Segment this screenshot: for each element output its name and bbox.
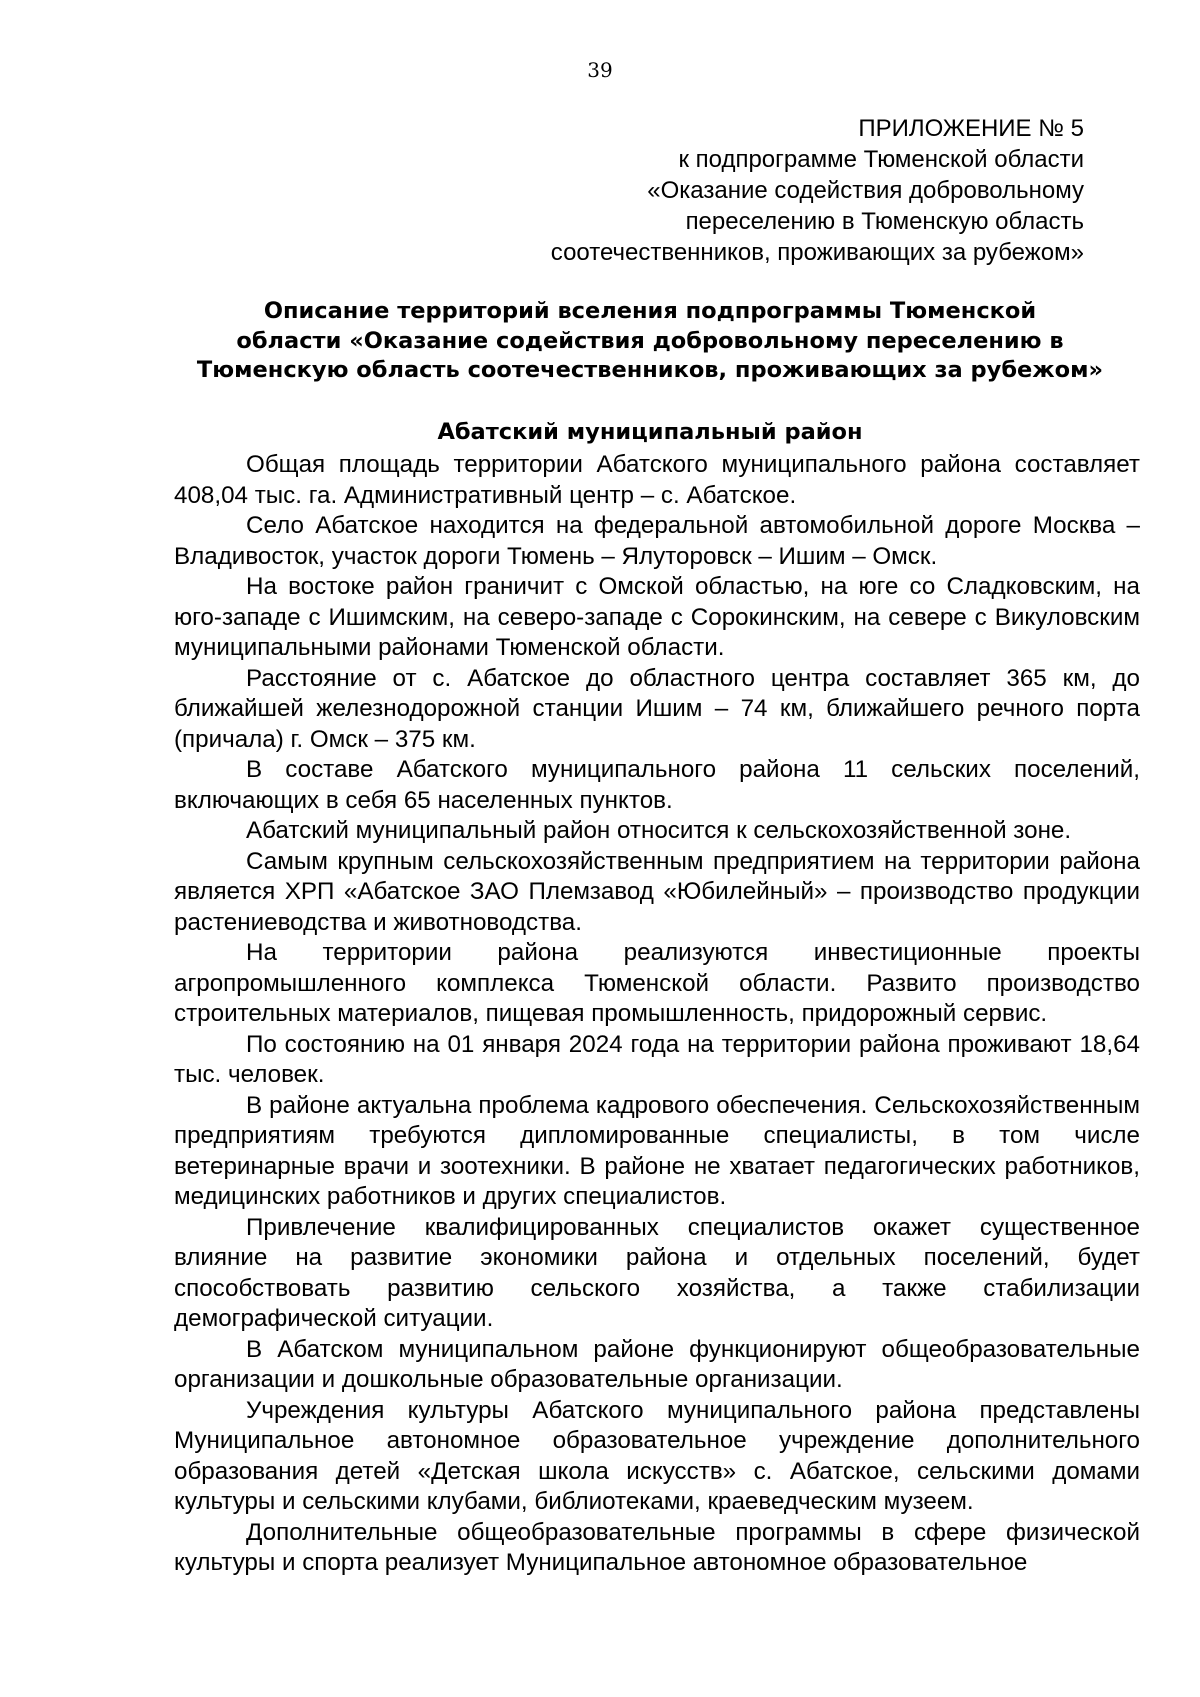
- appendix-line: соотечественников, проживающих за рубежом»: [550, 239, 1084, 266]
- appendix-line: переселению в Тюменскую область: [685, 208, 1084, 235]
- paragraph: Дополнительные общеобразовательные программы в сфере физической культуры и спорта реализует Муниципальное автономное образовательное: [174, 1518, 1140, 1576]
- paragraph: На востоке район граничит с Омской областью, на юге со Сладковским, на юго-западе с Ишимским, на северо-западе с Сорокинским, на севере с Викуловским муниципальными районами Тюменской области.: [174, 573, 1140, 661]
- paragraph: Абатский муниципальный район относится к сельскохозяйственной зоне.: [246, 817, 1072, 844]
- appendix-line: к подпрограмме Тюменской области: [678, 146, 1084, 173]
- document-title-line: области «Оказание содействия добровольному переселению в: [236, 327, 1064, 354]
- paragraph: По состоянию на 01 января 2024 года на территории района проживают 18,64 тыс. человек.: [174, 1030, 1140, 1088]
- appendix-line: ПРИЛОЖЕНИЕ № 5: [858, 115, 1084, 142]
- paragraph: Привлечение квалифицированных специалистов окажет существенное влияние на развитие экономики района и отдельных поселений, будет способствовать развитию сельского хозяйства, а также стабилизации демографической ситуации.: [174, 1213, 1140, 1332]
- paragraph: В районе актуальна проблема кадрового обеспечения. Сельскохозяйственным предприятиям требуются дипломированные специалисты, в том числе ветеринарные врачи и зоотехники. В районе не хватает педагогических работников, медицинских работников и других специалистов.: [174, 1091, 1140, 1210]
- paragraph: На территории района реализуются инвестиционные проекты агропромышленного комплекса Тюменской области. Развито производство строительных материалов, пищевая промышленность, придорожный сервис.: [174, 939, 1140, 1027]
- paragraph: Расстояние от с. Абатское до областного центра составляет 365 км, до ближайшей железнодорожной станции Ишим – 74 км, ближайшего речного порта (причала) г. Омск – 375 км.: [174, 664, 1140, 753]
- page-number: 39: [587, 58, 613, 82]
- paragraph: Учреждения культуры Абатского муниципального района представлены Муниципальное автономное образовательное учреждение дополнительного образования детей «Детская школа искусств» с. Абатское, сельскими домами культуры и сельскими клубами, библиотеками, краеведческим музеем.: [174, 1396, 1140, 1515]
- section-heading: Абатский муниципальный район: [437, 419, 863, 445]
- document-title: [160, 297, 1140, 386]
- paragraph: Самым крупным сельскохозяйственным предприятием на территории района является ХРП «Абатское ЗАО Племзавод «Юбилейный» – производство продукции растениеводства и животноводства.: [174, 847, 1140, 936]
- appendix-line: «Оказание содействия добровольному: [647, 177, 1084, 204]
- document-title-line: Описание территорий вселения подпрограммы Тюменской: [263, 298, 1037, 324]
- paragraph: В составе Абатского муниципального района 11 сельских поселений, включающих в себя 65 населенных пунктов.: [174, 756, 1140, 814]
- appendix-header: [384, 113, 1084, 268]
- document-title-line: Тюменскую область соотечественников, проживающих за рубежом»: [196, 357, 1104, 383]
- section-body: [174, 450, 1140, 1579]
- paragraph: Село Абатское находится на федеральной автомобильной дороге Москва – Владивосток, участок дороги Тюмень – Ялуторовск – Ишим – Омск.: [174, 512, 1140, 570]
- paragraph: Общая площадь территории Абатского муниципального района составляет 408,04 тыс. га. Административный центр – с. Абатское.: [174, 451, 1140, 509]
- paragraph: В Абатском муниципальном районе функционируют общеобразовательные организации и дошкольные образовательные организации.: [174, 1335, 1140, 1393]
